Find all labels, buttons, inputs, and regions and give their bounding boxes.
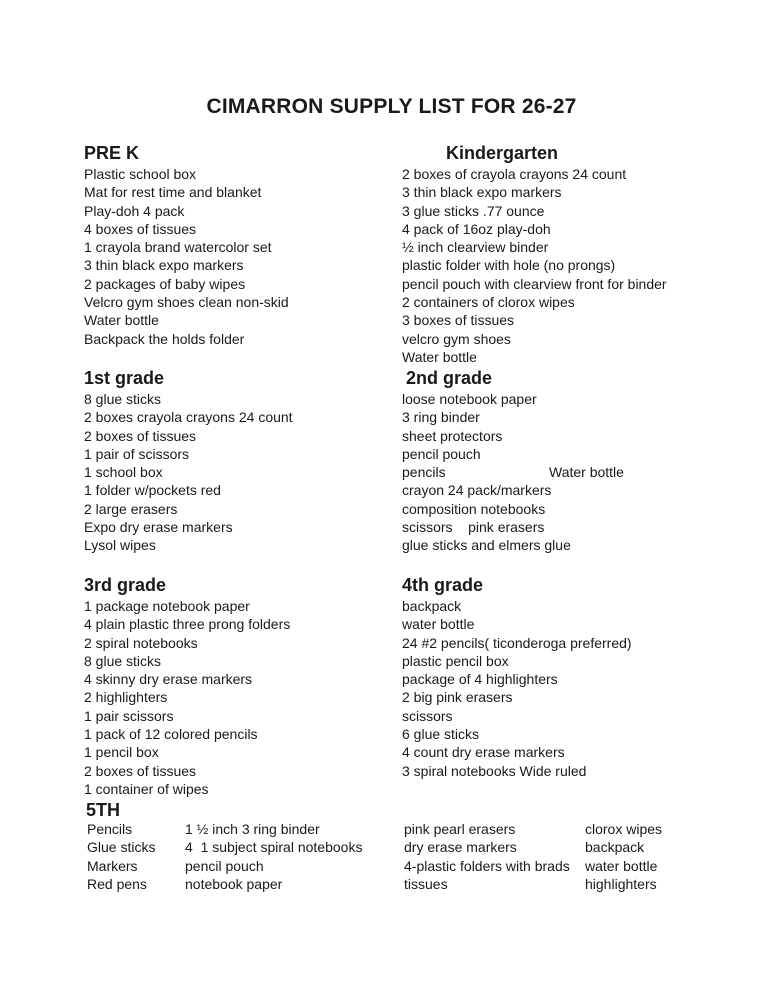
list-item: 2 large erasers <box>84 500 178 517</box>
grade3-list <box>84 597 290 798</box>
grade5-column-1 <box>87 820 155 893</box>
list-item: Mat for rest time and blanket <box>84 184 262 201</box>
list-item: 3 boxes of tissues <box>402 312 515 329</box>
list-item: highlighters <box>585 875 657 892</box>
page-title: CIMARRON SUPPLY LIST FOR 26-27 <box>206 95 577 118</box>
list-item: 1 package notebook paper <box>84 598 250 614</box>
list-item: ½ inch clearview binder <box>402 239 549 256</box>
list-item-pencils-row <box>402 463 624 481</box>
list-item: 1 crayola brand watercolor set <box>84 239 272 256</box>
list-item: glue sticks and elmers glue <box>402 537 571 554</box>
list-item: 1 school box <box>84 464 163 481</box>
list-item: 1 pack of 12 colored pencils <box>84 726 258 743</box>
list-item: tissues <box>404 875 448 892</box>
list-item: 6 glue sticks <box>402 726 480 743</box>
list-item: pink pearl erasers <box>404 821 516 837</box>
section-grade4 <box>402 574 632 780</box>
list-item: package of 4 highlighters <box>402 671 558 688</box>
list-item: water bottle <box>585 857 658 874</box>
list-item: Lysol wipes <box>84 537 156 554</box>
grade4-list <box>402 597 632 780</box>
list-item: 2 spiral notebooks <box>84 634 198 651</box>
list-item: 2 boxes of crayola crayons 24 count <box>402 166 627 182</box>
list-item: 3 thin black expo markers <box>84 257 244 274</box>
list-item: composition notebooks <box>402 500 546 517</box>
grade5-list-3 <box>404 820 570 893</box>
list-item: 1 pencil box <box>84 744 159 761</box>
section-grade5 <box>86 799 120 822</box>
list-item: pencil pouch <box>402 445 481 462</box>
list-item: Glue sticks <box>87 839 156 856</box>
list-item: Red pens <box>87 875 147 892</box>
list-item: 1 pair scissors <box>84 707 174 724</box>
grade5-list-2 <box>185 820 362 893</box>
section-heading-grade4: 4th grade <box>402 575 484 595</box>
prek-list <box>84 165 289 348</box>
list-item: Pencils <box>87 821 133 837</box>
list-item: 4 count dry erase markers <box>402 744 565 761</box>
list-item: 3 glue sticks .77 ounce <box>402 202 545 219</box>
list-item: Markers <box>87 857 138 874</box>
list-item: scissors <box>402 707 453 724</box>
section-heading-grade2: 2nd grade <box>406 368 493 388</box>
list-item: 24 #2 pencils( ticonderoga preferred) <box>402 634 632 651</box>
list-item: 2 big pink erasers <box>402 689 513 706</box>
list-item: scissors pink erasers <box>402 519 545 536</box>
grade5-column-3 <box>404 820 570 893</box>
list-item-pencils: pencils <box>402 464 446 481</box>
list-item: 1 container of wipes <box>84 780 209 797</box>
list-item: 1 folder w/pockets red <box>84 482 221 499</box>
list-item: 8 glue sticks <box>84 652 162 669</box>
grade5-column-2 <box>185 820 362 893</box>
list-item: Water bottle <box>84 312 159 329</box>
list-item: backpack <box>402 598 462 614</box>
list-item: 2 boxes of tissues <box>84 762 197 779</box>
list-item: velcro gym shoes <box>402 330 511 347</box>
section-heading-prek: PRE K <box>84 143 140 163</box>
list-item: 1 ½ inch 3 ring binder <box>185 821 320 837</box>
section-grade2 <box>402 367 624 555</box>
list-item: crayon 24 pack/markers <box>402 482 552 499</box>
list-item: 3 spiral notebooks Wide ruled <box>402 762 587 779</box>
section-heading-grade3: 3rd grade <box>84 575 167 595</box>
list-item: Backpack the holds folder <box>84 330 245 347</box>
list-item: dry erase markers <box>404 839 517 856</box>
list-item: Water bottle <box>402 348 477 365</box>
list-item: 1 pair of scissors <box>84 445 190 462</box>
section-heading-kindergarten: Kindergarten <box>446 143 559 163</box>
list-item: 4 plain plastic three prong folders <box>84 616 291 633</box>
list-item: plastic pencil box <box>402 652 509 669</box>
list-item: 4 1 subject spiral notebooks <box>185 839 363 856</box>
list-item: 2 boxes crayola crayons 24 count <box>84 409 293 426</box>
grade1-list <box>84 390 293 555</box>
list-item: backpack <box>585 839 645 856</box>
grade5-list-1 <box>87 820 155 893</box>
section-heading-grade5: 5TH <box>86 800 121 820</box>
kindergarten-list <box>402 165 667 366</box>
section-grade1 <box>84 367 293 555</box>
list-item: water bottle <box>402 616 475 633</box>
list-item-water-bottle: Water bottle <box>549 464 624 481</box>
list-item: Expo dry erase markers <box>84 519 233 536</box>
grade2-list <box>402 390 624 555</box>
list-item: 2 containers of clorox wipes <box>402 294 575 311</box>
list-item: pencil pouch with clearview front for binder <box>402 275 667 292</box>
list-item: sheet protectors <box>402 427 503 444</box>
list-item: 3 ring binder <box>402 409 480 426</box>
list-item: 4 boxes of tissues <box>84 220 197 237</box>
list-item: Velcro gym shoes clean non-skid <box>84 294 289 311</box>
grade5-column-4 <box>585 820 662 893</box>
section-prek <box>84 142 289 348</box>
list-item: loose notebook paper <box>402 391 537 407</box>
grade5-list-4 <box>585 820 662 893</box>
list-item: 2 packages of baby wipes <box>84 275 246 292</box>
list-item: 4 skinny dry erase markers <box>84 671 253 688</box>
list-item: plastic folder with hole (no prongs) <box>402 257 616 274</box>
list-item: Plastic school box <box>84 166 197 182</box>
list-item: notebook paper <box>185 875 283 892</box>
list-item: pencil pouch <box>185 857 264 874</box>
list-item: 2 highlighters <box>84 689 168 706</box>
section-heading-grade1: 1st grade <box>84 368 165 388</box>
section-grade3 <box>84 574 290 798</box>
list-item: Play-doh 4 pack <box>84 202 185 219</box>
list-item: 2 boxes of tissues <box>84 427 197 444</box>
list-item: 3 thin black expo markers <box>402 184 562 201</box>
list-item: 8 glue sticks <box>84 391 162 407</box>
list-item: 4-plastic folders with brads <box>404 857 570 874</box>
section-kindergarten <box>402 142 667 366</box>
list-item: clorox wipes <box>585 821 663 837</box>
list-item: 4 pack of 16oz play-doh <box>402 220 551 237</box>
